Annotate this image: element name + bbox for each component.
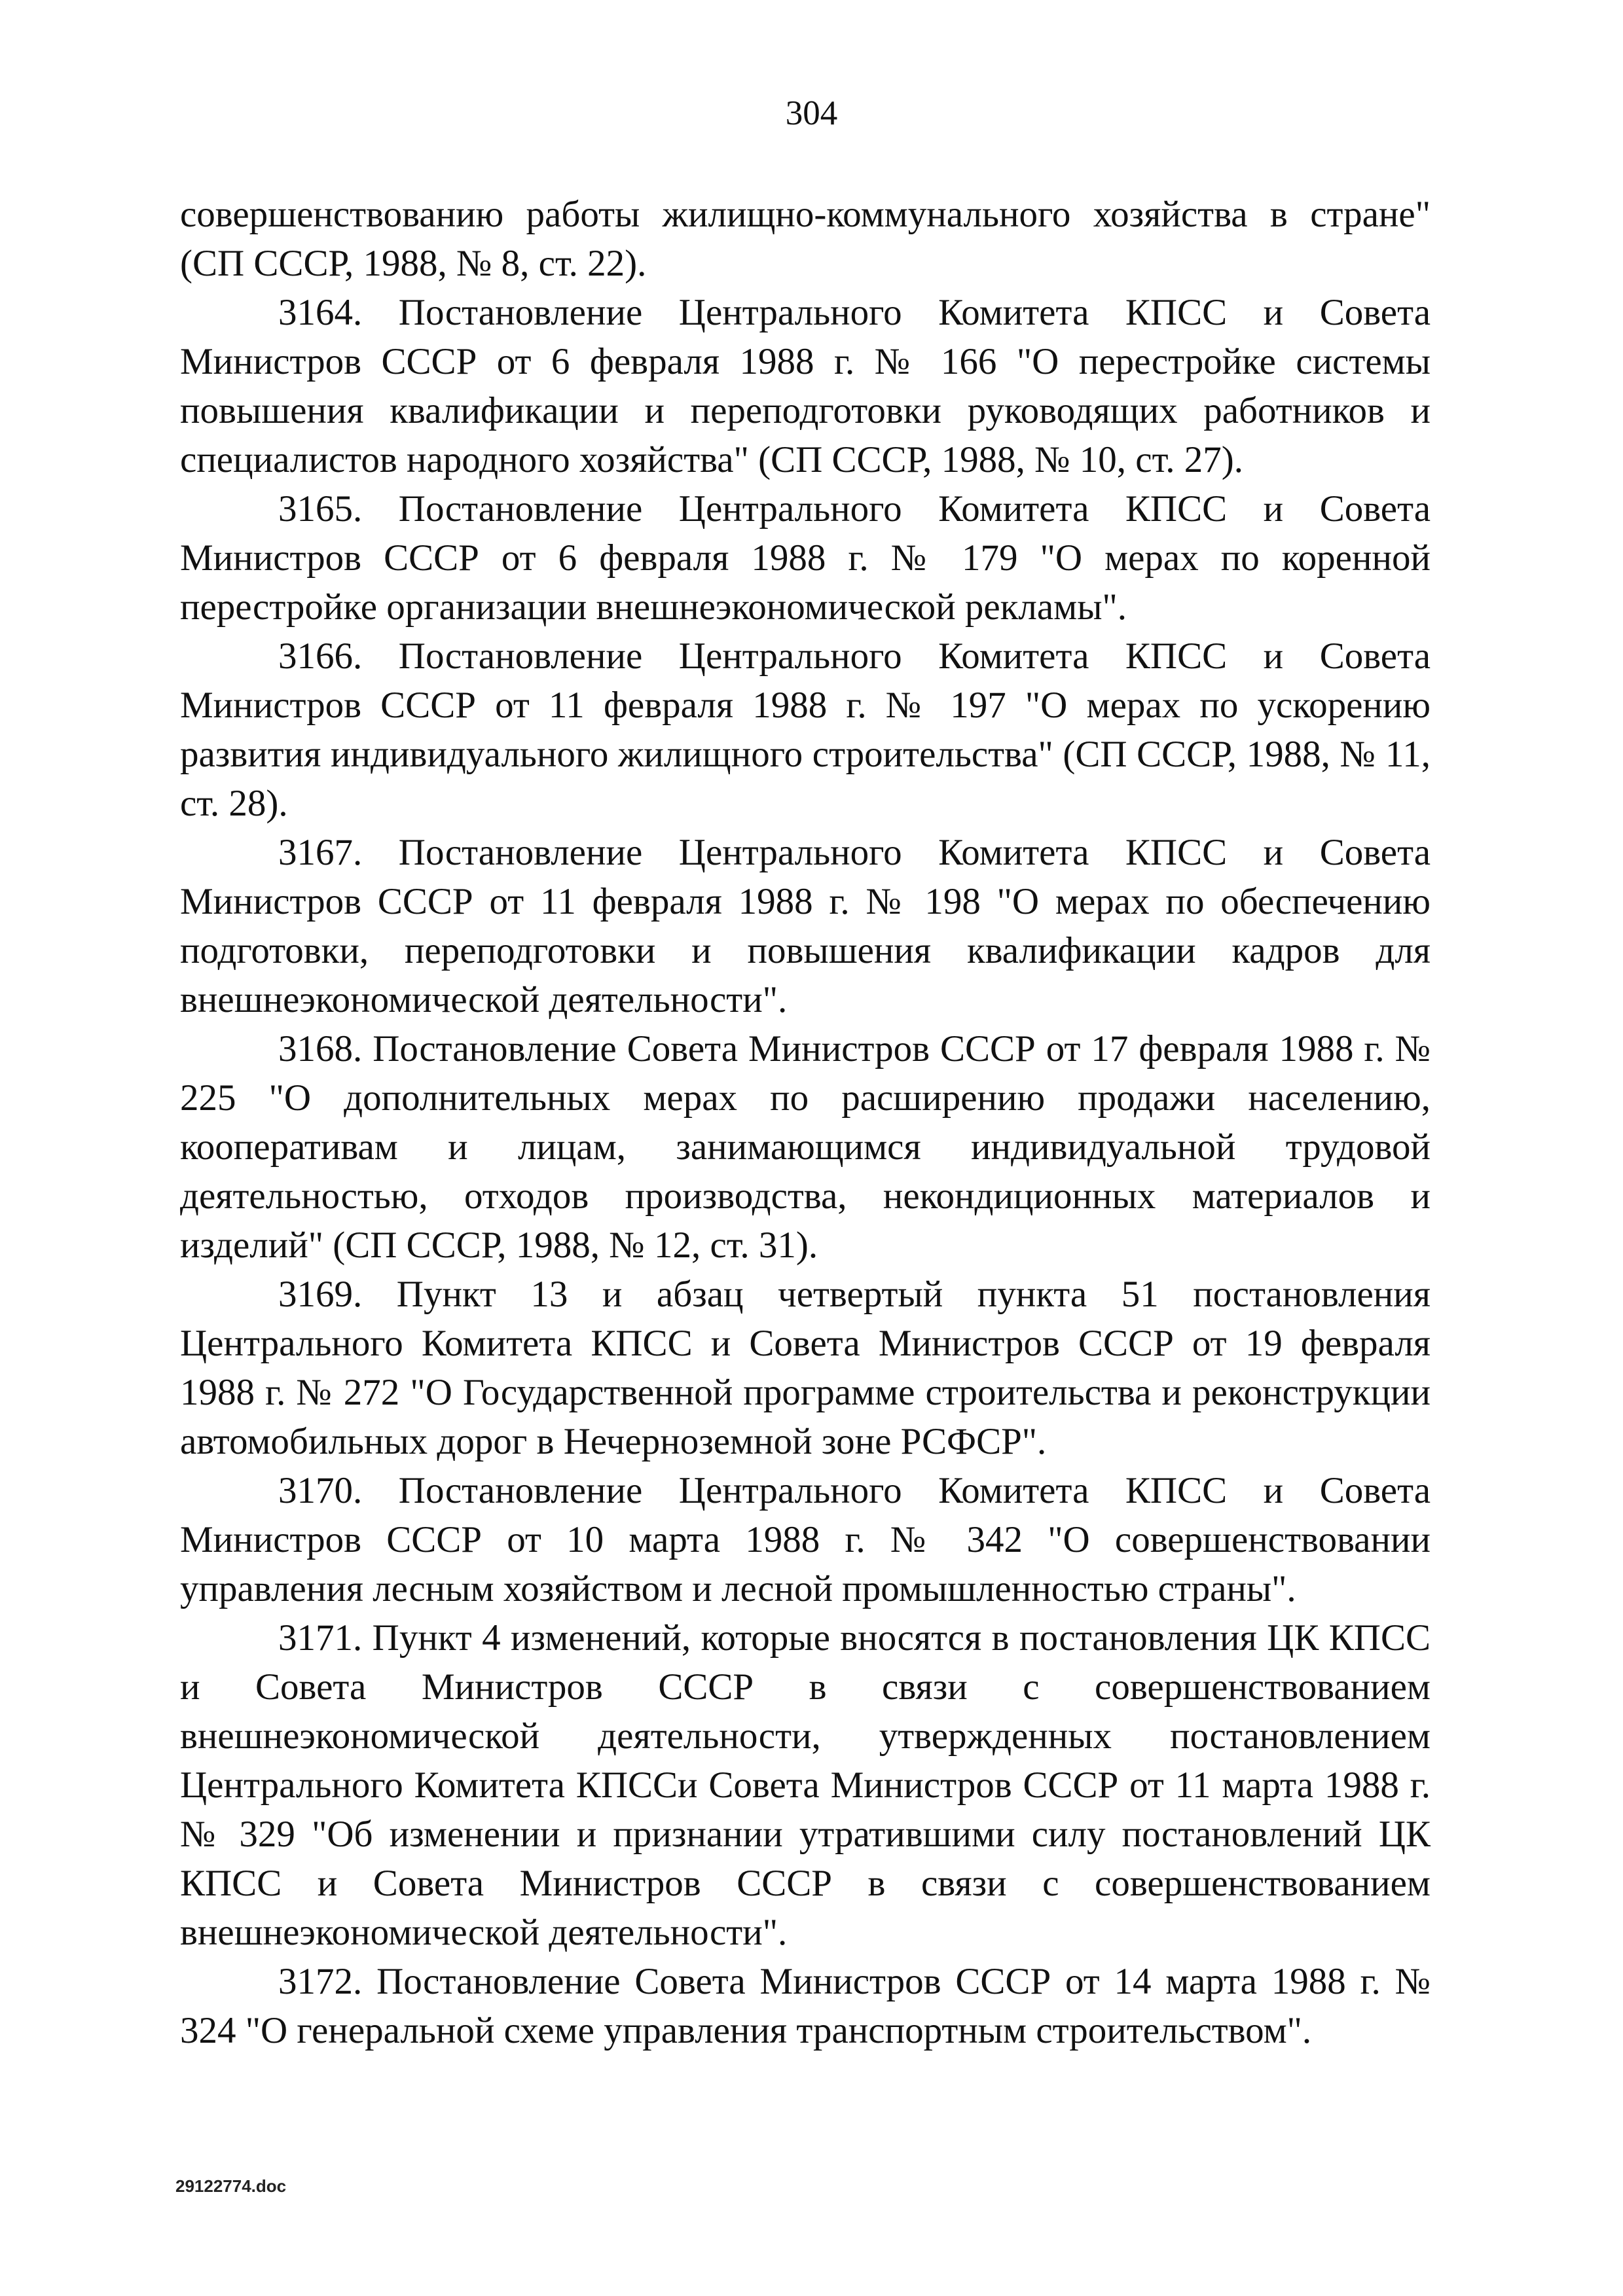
paragraph-item-3168: 3168. Постановление Совета Министров СССР от 17 февраля 1988 г. № 225 "О дополнительных мерах по расширению продажи населению, кооперативам и лицам, занимающимся индивидуальной трудовой деятельностью, отходов производства, некондиционных материалов и изделий" (СП СССР, 1988, № 12, ст. 31). xyxy=(180,1028,1431,1266)
paragraph-item-3172: 3172. Постановление Совета Министров СССР от 14 марта 1988 г. № 324 "О генеральной схеме управления транспортным строительством". xyxy=(180,1961,1431,2051)
footer-filename: 29122774.doc xyxy=(175,2176,287,2196)
paragraph-item-3167: 3167. Постановление Центрального Комитета КПСС и Совета Министров СССР от 11 февраля 1988 г. № 198 "О мерах по обеспечению подготовки, переподготовки и повышения квалификации кадров для внешнеэкономической деятельности". xyxy=(180,832,1431,1020)
paragraph-item-3169: 3169. Пункт 13 и абзац четвертый пункта 51 постановления Центрального Комитета КПСС и Совета Министров СССР от 19 февраля 1988 г. № 272 "О Государственной программе строительства и реконструкции автомобильных дорог в Нечерноземной зоне РСФСР". xyxy=(180,1274,1431,1462)
paragraph-item-3164: 3164. Постановление Центрального Комитета КПСС и Совета Министров СССР от 6 февраля 1988 г. № 166 "О перестройке системы повышения квалификации и переподготовки руководящих работников и специалистов народного хозяйства" (СП СССР, 1988, № 10, ст. 27). xyxy=(180,292,1431,480)
paragraph-item-3171: 3171. Пункт 4 изменений, которые вносятся в постановления ЦК КПСС и Совета Министров СССР в связи с совершенствованием внешнеэкономической деятельности, утвержденных постановлением Центрального Комитета КПССи Совета Министров СССР от 11 марта 1988 г. № 329 "Об изменении и признании утратившими силу постановлений ЦК КПСС и Совета Министров СССР в связи с совершенствованием внешнеэкономической деятельности". xyxy=(180,1617,1431,1953)
document-body xyxy=(180,190,1431,2055)
paragraph-item-3165: 3165. Постановление Центрального Комитета КПСС и Совета Министров СССР от 6 февраля 1988 г. № 179 "О мерах по коренной перестройке организации внешнеэкономической рекламы". xyxy=(180,488,1431,628)
paragraph-item-3166: 3166. Постановление Центрального Комитета КПСС и Совета Министров СССР от 11 февраля 1988 г. № 197 "О мерах по ускорению развития индивидуального жилищного строительства" (СП СССР, 1988, № 11, ст. 28). xyxy=(180,636,1431,824)
paragraph-item-3170: 3170. Постановление Центрального Комитета КПСС и Совета Министров СССР от 10 марта 1988 г. № 342 "О совершенствовании управления лесным хозяйством и лесной промышленностью страны". xyxy=(180,1470,1431,1609)
page-number: 304 xyxy=(785,94,838,132)
paragraph-continuation: совершенствованию работы жилищно-коммунального хозяйства в стране" (СП СССР, 1988, № 8, ст. 22). xyxy=(180,194,1431,284)
